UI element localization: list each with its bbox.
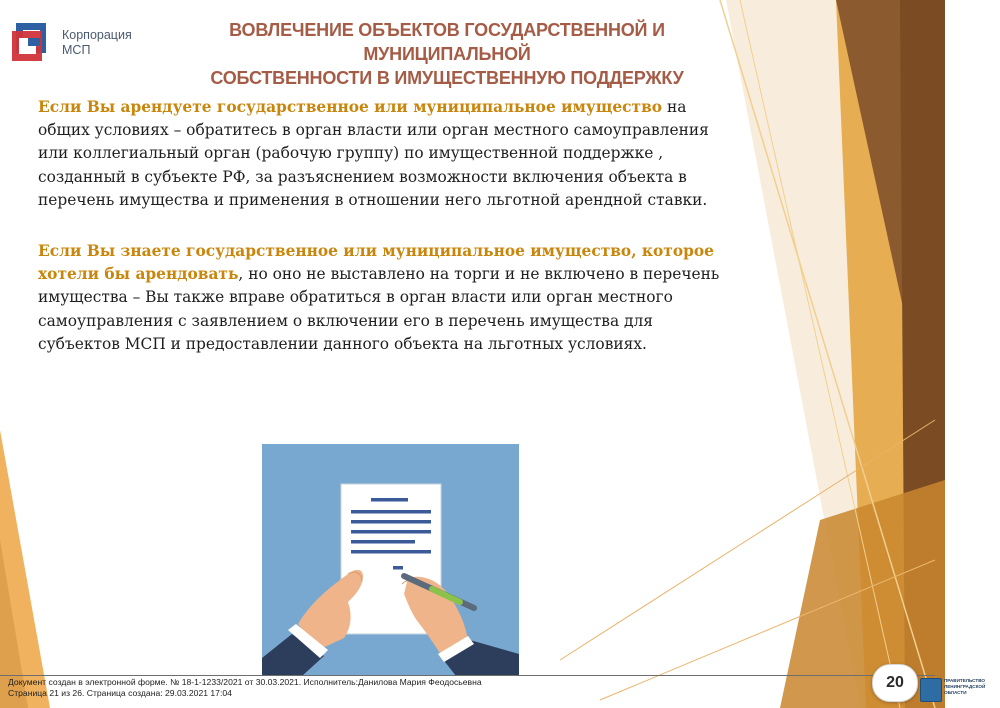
gov-line1: ПРАВИТЕЛЬСТВО	[944, 678, 985, 683]
footer-page-line: Страница 21 из 26. Страница создана: 29.03.2021 17:04	[8, 687, 232, 698]
msp-logo-icon	[10, 19, 54, 63]
paragraph-property-request	[38, 240, 738, 356]
paragraph1-highlight: Если Вы арендуете государственное или муниципальное имущество	[38, 98, 663, 116]
title-line2: СОБСТВЕННОСТИ В ИМУЩЕСТВЕННУЮ ПОДДЕРЖКУ	[210, 68, 684, 88]
document-signing-illustration	[262, 444, 519, 676]
gov-line2: ЛЕНИНГРАДСКОЙ	[944, 684, 986, 689]
leningrad-region-logo	[918, 676, 998, 704]
leningrad-region-emblem-icon	[920, 678, 942, 702]
gov-line3: ОБЛАСТИ	[944, 690, 967, 695]
logo-line2: МСП	[62, 43, 91, 57]
slide-title	[152, 18, 742, 90]
title-line1: ВОВЛЕЧЕНИЕ ОБЪЕКТОВ ГОСУДАРСТВЕННОЙ И МУНИЦИПАЛЬНОЙ	[229, 20, 665, 64]
paragraph1-text: на общих условиях – обратитесь в орган власти или орган местного самоуправления или коллегиальный орган (рабочую группу) по имущественной поддержке , созданный в субъекте РФ, за разъяснением возможности включения объекта в перечень имущества и применения в отношении него льготной арендной ставки.	[38, 98, 709, 209]
logo-line1: Корпорация	[62, 28, 132, 42]
paragraph-lease-conditions	[38, 96, 738, 212]
footer-divider	[0, 675, 935, 676]
footer-doc-line: Документ создан в электронной форме. № 18-1-1233/2021 от 30.03.2021. Исполнитель:Данилова Мария Феодосьевна	[8, 677, 482, 687]
document-footer	[8, 677, 628, 698]
page-number-badge: 20	[872, 664, 918, 702]
paragraph2-highlight: Если Вы знаете государственное или муниципальное имущество, которое хотели бы арендовать	[38, 242, 714, 284]
paragraph2-text: , но оно не выставлено на торги и не включено в перечень имущества – Вы также вправе обратиться в орган власти или орган местного самоуправления с заявлением о включении его в перечень имущества для субъектов МСП и предоставлении данного объекта на льготных условиях.	[38, 265, 720, 353]
corporation-msp-logo	[10, 19, 150, 67]
logo-text	[62, 28, 132, 58]
gov-logo-text	[944, 678, 985, 696]
